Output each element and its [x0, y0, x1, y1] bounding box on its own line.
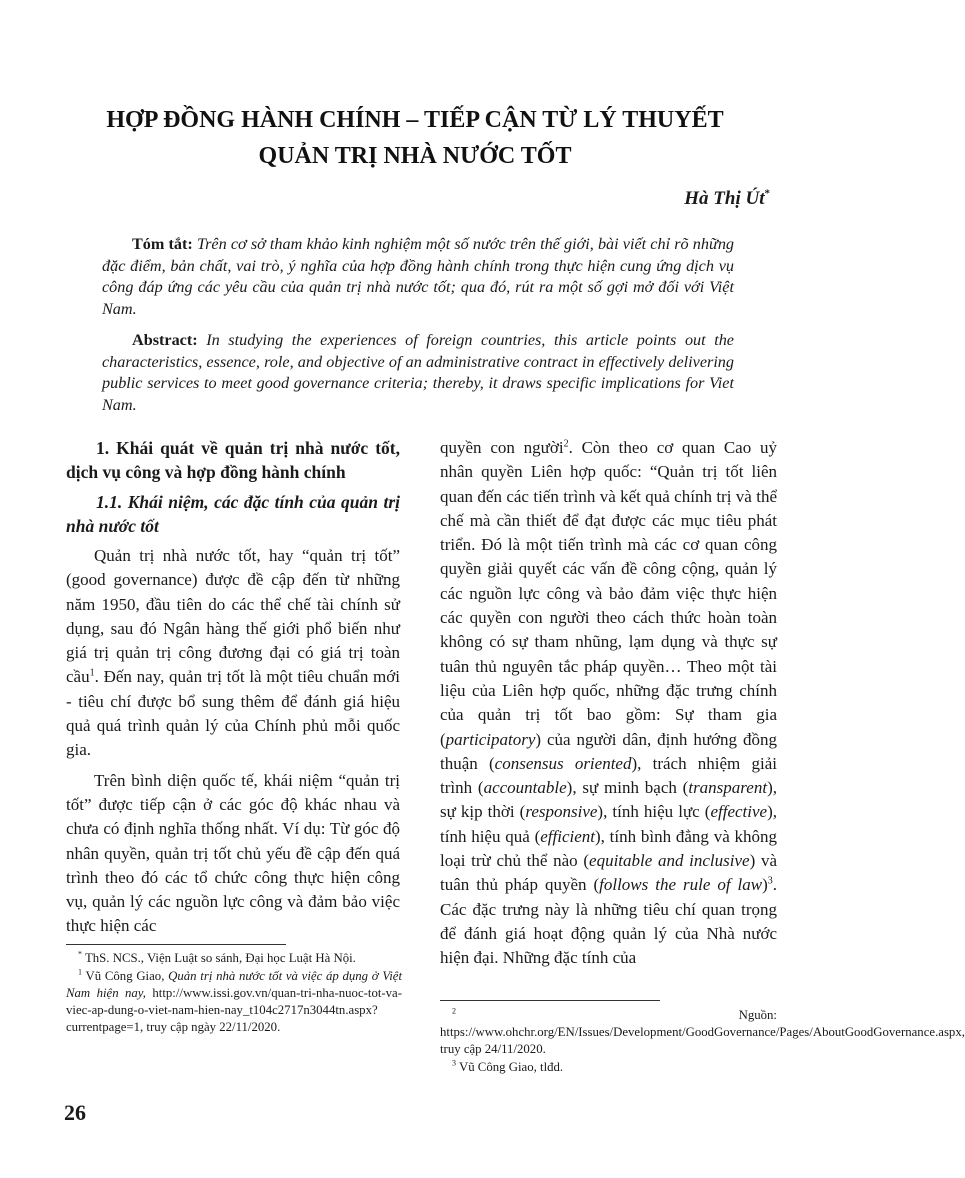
page-number: 26	[64, 1100, 86, 1125]
term-effective: effective	[710, 802, 768, 822]
text-run: )	[762, 875, 768, 895]
footnote-text: Nguồn: https://www.ohchr.org/EN/Issues/Development/GoodGovernance/Pages/AboutGoodGovernance.aspx, truy cập 24/11/2020.	[440, 1008, 965, 1056]
subsection-heading: 1.1. Khái niệm, các đặc tính của quản trị nhà nước tốt	[66, 492, 400, 536]
abstract-vietnamese	[102, 234, 734, 320]
term-efficient: efficient	[540, 826, 595, 846]
footnote-3	[440, 1059, 777, 1076]
term-participatory: participatory	[445, 729, 536, 749]
footnotes-right	[440, 1006, 965, 1077]
footnote-text: Vũ Công Giao, tlđd.	[458, 1060, 564, 1074]
p1-tail: . Đến nay, quản trị tốt là một tiêu chuẩn mới - tiêu chí được bổ sung thêm để đánh giá hiệu quả quá trình quản lý của Chính phủ mỗi quốc gia.	[66, 667, 400, 760]
footnote-ref-1: 1	[89, 667, 95, 679]
body-paragraph-2: Trên bình diện quốc tế, khái niệm “quản trị tốt” được tiếp cận ở các góc độ khác nhau và chưa có định nghĩa thống nhất. Ví dụ: Từ góc độ nhân quyền, quản trị tốt chủ yếu đề cập đến quá trình theo đó các tổ chức công thực hiện công vụ, quản lý các nguồn lực công và đảm bảo việc thực hiện các	[66, 770, 400, 936]
abstract-vi-text: Trên cơ sở tham khảo kinh nghiệm một số nước trên thế giới, bài viết chỉ rõ những đặc điểm, bản chất, vai trò, ý nghĩa của hợp đồng hành chính trong thực hiện cung ứng dịch vụ công đáp ứng các yêu cầu của quản trị nhà nước tốt; qua đó, rút ra một số gợi mở đối với Việt Nam.	[102, 235, 735, 318]
footnote-2	[440, 1006, 965, 1058]
footnote-1	[66, 968, 402, 1036]
footnote-ref-2: 2	[563, 438, 569, 450]
text-run: ), tính hiệu lực (	[597, 802, 711, 822]
footnote-divider-right	[440, 1000, 660, 1001]
term-consensus: consensus oriented	[494, 753, 632, 773]
author-footnote-mark: *	[764, 187, 770, 200]
footnote-mark: *	[78, 949, 82, 959]
article-title	[60, 102, 770, 174]
term-responsive: responsive	[525, 802, 598, 822]
footnote-divider-left	[66, 944, 286, 945]
abstract-vi-label: Tóm tắt:	[132, 235, 193, 253]
section-heading: 1. Khái quát về quản trị nhà nước tốt, dịch vụ công và hợp đồng hành chính	[66, 438, 400, 482]
text-run: ) của người dân, định hướng đồng thuận (	[440, 729, 777, 773]
text-run: ), trách nhiệm giải trình (	[440, 753, 777, 798]
footnote-author-name: Vũ Công Giao,	[85, 969, 165, 983]
author-byline	[684, 188, 770, 210]
right-column	[440, 436, 777, 977]
footnote-link: http://www.issi.gov.vn/quan-tri-nha-nuoc-tot-va-viec-ap-dung-o-viet-nam-hien-nay_t104c2717n3044tn.aspx?currentpage=1, truy cập ngày 22/11/2020.	[66, 986, 402, 1034]
footnote-mark: 1	[78, 967, 82, 977]
author-name: Hà Thị Út	[684, 188, 765, 209]
left-column	[66, 436, 400, 945]
text-run: ), sự kịp thời (	[440, 778, 777, 822]
footnote-mark: 3	[452, 1058, 456, 1068]
title-line-2: QUẢN TRỊ NHÀ NƯỚC TỐT	[258, 143, 572, 169]
text-run: ), tính bình đẳng và không loại trừ chủ thể nào (	[440, 826, 778, 871]
abstract-en-text: In studying the experiences of foreign countries, this article points out the characteristics, essence, role, and objective of an administrative contract in effectively delivering public services to meet good governance criteria; thereby, it draws specific implications for Viet Nam.	[102, 331, 734, 414]
text-run: ), tính hiệu quả (	[440, 802, 777, 846]
footnotes-left	[66, 950, 402, 1037]
term-transparent: transparent	[688, 778, 768, 798]
text-run: ), sự minh bạch (	[566, 778, 689, 798]
text-run: ) và tuân thủ pháp quyền (	[440, 851, 777, 895]
footnote-text: ThS. NCS., Viện Luật so sánh, Đại học Luật Hà Nội.	[84, 951, 356, 965]
footnote-mark: 2	[452, 1006, 456, 1016]
footnote-ref-3: 3	[767, 875, 773, 887]
footnote-author	[66, 950, 402, 967]
abstract-en-label: Abstract:	[132, 331, 198, 349]
p3-start: quyền con người	[440, 438, 564, 457]
body-paragraph-3	[440, 436, 777, 971]
p3-text: . Còn theo cơ quan Cao uỷ nhân quyền Liên hợp quốc: “Quản trị tốt liên quan đến các tiến trình và kết quả chính trị và thể chế mà cần thiết để đạt được các mục tiêu phát triển. Đó là một tiến trình mà các cơ quan công quyền giải quyết các vấn đề công cộng, quản lý các nguồn lực công và bảo đảm việc thực hiện các quyền con người theo cách thức hoàn toàn không có sự tham nhũng, lạm dụng và thực sự tuân thủ nguyên tắc pháp quyền… Theo một tài liệu của Liên hợp quốc, những đặc trưng chính của quản trị tốt bao gồm: Sự tham gia (	[440, 438, 777, 749]
term-rule-of-law: follows the rule of law	[599, 875, 763, 895]
body-paragraph-1	[66, 544, 400, 763]
p1-text: Quản trị nhà nước tốt, hay “quản trị tốt” (good governance) được đề cập đến từ những năm 1950, đầu tiên do các thể chế tài chính sử dụng, sau đó Ngân hàng thế giới phổ biến như giá trị quản trị công đương đại có giá trị toàn cầu	[66, 546, 400, 687]
footnote-title: Quản trị nhà nước tốt và việc áp dụng ở Việt Nam hiện nay,	[66, 969, 403, 1000]
term-accountable: accountable	[483, 778, 567, 798]
term-equitable: equitable and inclusive	[589, 851, 750, 871]
p3-tail: . Các đặc trưng này là những tiêu chí quan trọng để đánh giá hoạt động quản lý của Nhà nước hiện đại. Những đặc tính của	[440, 875, 778, 968]
title-line-1: HỢP ĐỒNG HÀNH CHÍNH – TIẾP CẬN TỪ LÝ THUYẾT	[106, 107, 724, 133]
abstract-english	[102, 330, 734, 416]
